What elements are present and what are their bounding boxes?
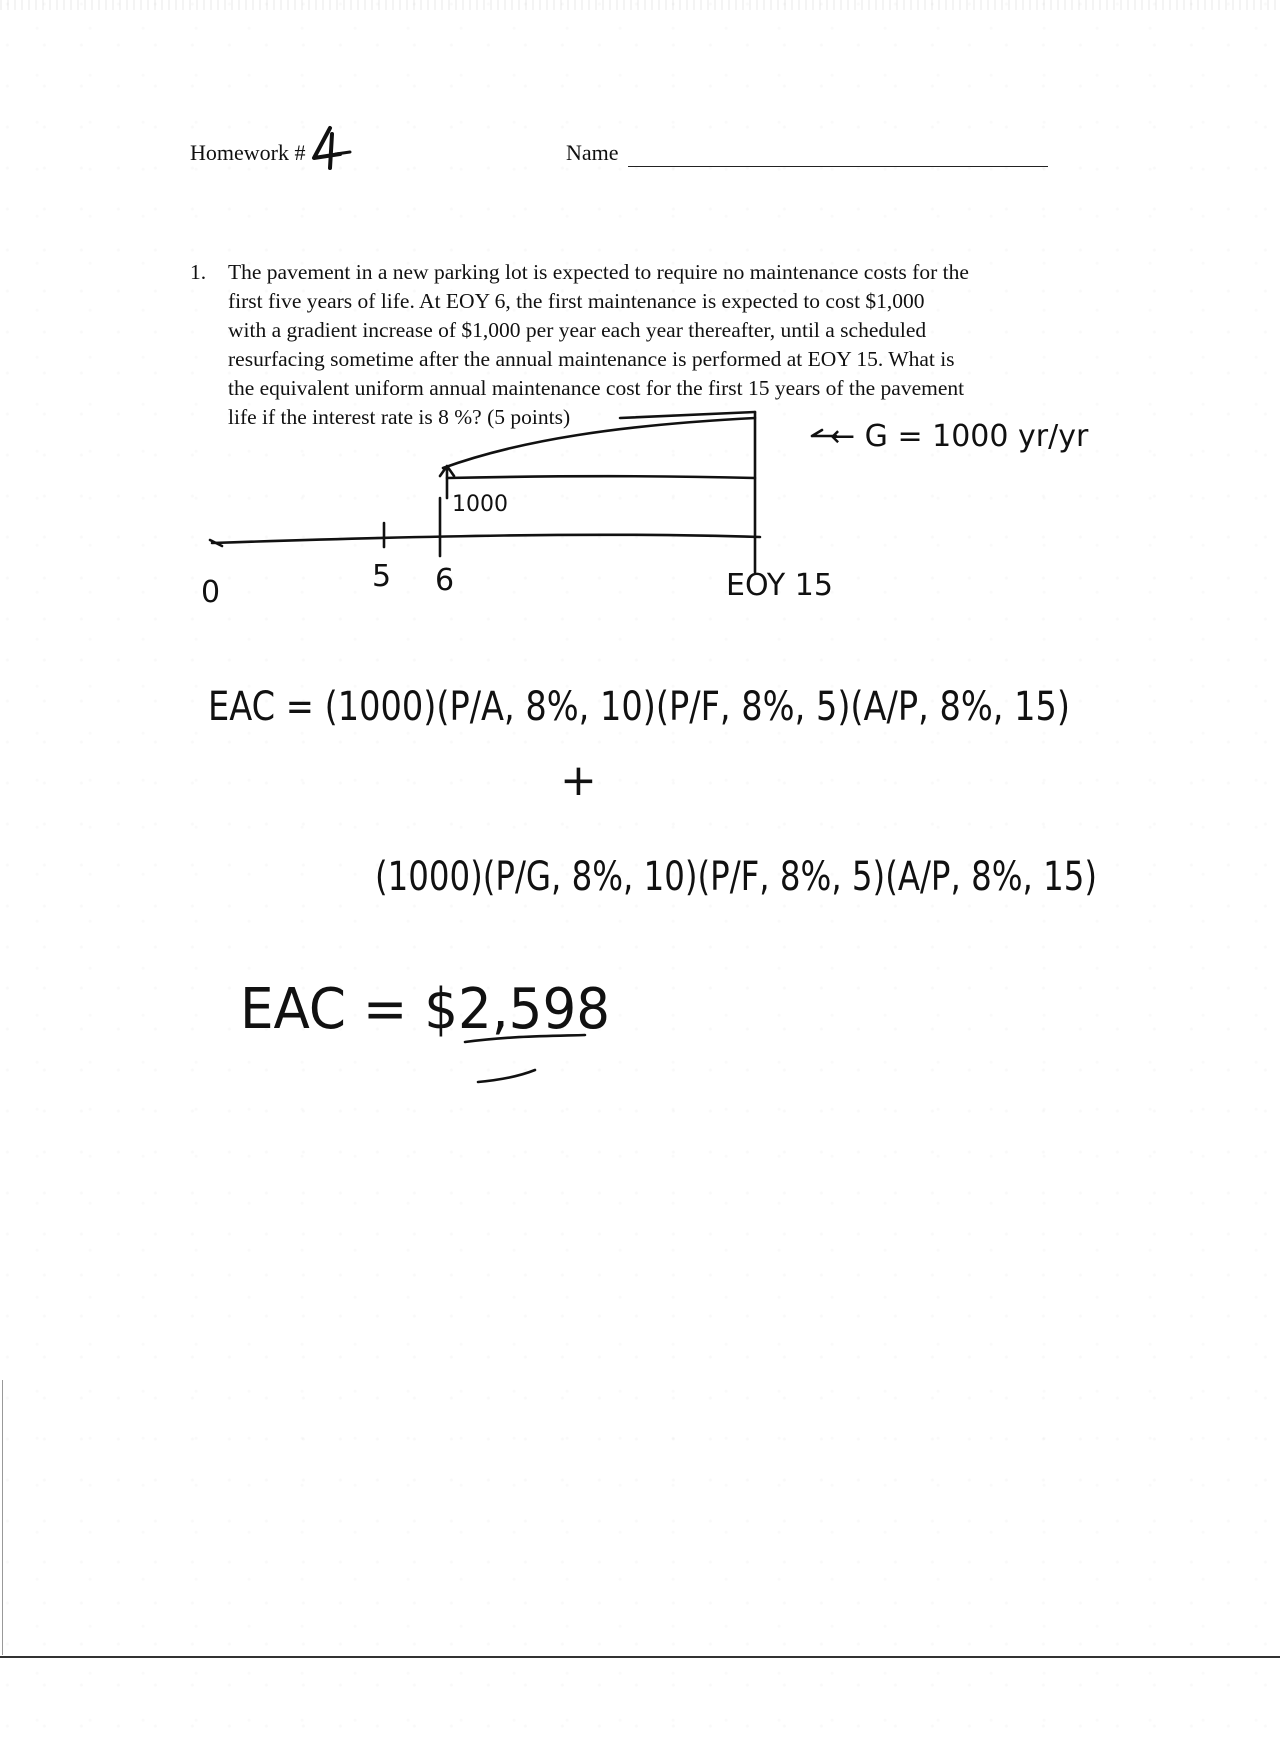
problem-line: life if the interest rate is 8 %? (5 points)	[228, 405, 571, 429]
axis-label-0: 0	[201, 575, 221, 610]
time-axis	[212, 535, 760, 543]
scan-bottom-edge	[0, 1656, 1280, 1658]
homework-label: Homework #	[190, 140, 306, 165]
equation-line-1: EAC = (1000)(P/A, 8%, 10)(P/F, 8%, 5)(A/P, 8%, 15)	[208, 684, 1070, 730]
equation-line-2: (1000)(P/G, 8%, 10)(P/F, 8%, 5)(A/P, 8%, 15)	[375, 854, 1097, 900]
gradient-top-curve	[443, 418, 755, 468]
scan-left-edge	[2, 1380, 3, 1655]
equation-plus: +	[560, 755, 597, 806]
problem-line: resurfacing sometime after the annual maintenance is performed at EOY 15. What is	[228, 347, 955, 371]
axis-label-6: 6	[435, 563, 455, 598]
name-label: Name	[566, 140, 619, 165]
problem-line: The pavement in a new parking lot is expected to require no maintenance costs for the	[228, 260, 969, 284]
gradient-inner-line	[447, 476, 755, 478]
problem-line: first five years of life. At EOY 6, the first maintenance is expected to cost $1,000	[228, 289, 925, 313]
cashflow-label-1000: 1000	[452, 492, 508, 517]
problem-line: with a gradient increase of $1,000 per year each year thereafter, until a scheduled	[228, 318, 927, 342]
result-underline-2	[478, 1070, 535, 1082]
result-answer: EAC = $2,598	[240, 977, 610, 1042]
problem-line: the equivalent uniform annual maintenance cost for the first 15 years of the pavement	[228, 376, 965, 400]
axis-label-eoy15: EOY 15	[726, 568, 833, 603]
gradient-ceiling	[620, 412, 755, 418]
homework-number-text: 4	[366, 164, 367, 165]
problem-number: 1.	[190, 260, 207, 284]
gradient-note: ← G = 1000 yr/yr	[830, 419, 1089, 454]
axis-label-5: 5	[372, 559, 392, 594]
